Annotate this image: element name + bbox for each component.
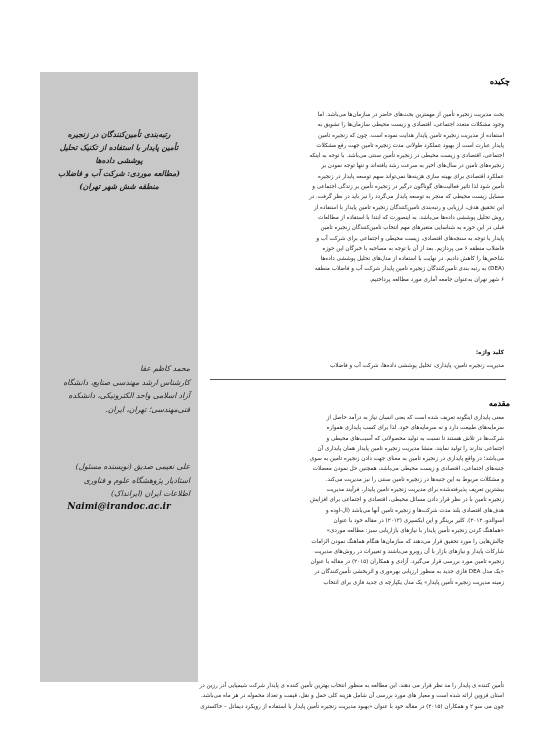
abstract-line: اجتماعی، اقتصادی و زیست محیطی در زنجیره تأمین سنتی می‌باشد. با توجه به اینکه [309, 153, 504, 160]
author-affiliation: آزاد اسلامی واحد الکترونیکی، دانشکده [68, 391, 190, 400]
intro-line: اجتماعی ندارند را تولید نمایند. منشا مدیریت زنجیره تامین پایدار همان پایداری آن [317, 445, 504, 452]
abstract-line: این تحقیق هدف، ارزیابی و رتبه‌بندی تامین‌کنندگان زنجیره تامین پایدار با استفاده از [313, 204, 504, 211]
title-line: منطقه شش شهر تهران) [79, 182, 159, 191]
intro-line: چالش‌هایی را مورد تحقیق قرار می‌دهند که سازمان‌ها هنگام هماهنگ نمودن الزامات [311, 538, 504, 545]
abstract-line: عملکرد اقتصادی برای بهینه سازی هزینه‌ها نمی‌تواند سهم توسعه پایدار در زنجیره [317, 173, 504, 180]
keywords-text: مدیریت زنجیره تامین، پایداری، تحلیل پوششی داده‌ها، شرکت آب و فاضلاب [329, 363, 504, 369]
abstract-line: پایدار با توجه به سنجه‌های اقتصادی، زیست محیطی و اجتماعی برای شرکت آب و [316, 235, 504, 242]
author-affiliation: اطلاعات ایران (ایرانداک) [110, 489, 190, 498]
abstract-line: شاخص‌ها را کاهش دادیم. در نهایت با استفاده از مدل‌های تحلیل پوششی داده‌ها [320, 256, 504, 263]
abstract-line: قبلی در این حوزه به شناسایی متغیرهای مهم انتخاب تامین‌کنندگان زنجیره تامین [320, 225, 504, 232]
intro-line: زنجیره تامین با در نظر قرار دادن مسائل محیطی، اقتصادی و اجتماعی برای افزایش [310, 497, 504, 504]
intro-line: بیشترین تعریف پذیرفته‌شده برای مدیریت زنجیره تامین پایدار، فرآیند مدیریت [326, 487, 504, 494]
intro-line: زمینه مدیریت زنجیره تأمین پایدار» یک مدل یکپارچه ی جدید فازی برای انتخاب [323, 579, 504, 586]
abstract-line: زنجیره‌های تامین در سال‌های اخیر به سرعت رشد یافته‌اند و تنها توجه نمودن بر [321, 163, 504, 170]
abstract-heading: چکیده [489, 76, 510, 86]
title-line: پوششی داده‌ها [95, 156, 143, 165]
title-line: (مطالعه موردی: شرکت آب و فاضلاب [58, 169, 180, 178]
intro-line: و مشکلات مربوط به این جنبه‌ها در زنجیره تامین سنتی را نیز مدیریت می‌کند. [325, 476, 504, 483]
intro-heading: مقدمه [488, 398, 510, 408]
intro-wide-line: استان قزوین ارائه شده است و معیار های مورد بررسی آن شامل هزینه کلی حمل و نقل، قیمت و تعداد محموله در هر ماه می‌باشد. [200, 693, 504, 700]
abstract-line: بحث مدیریت زنجیره تأمین از مهمترین بحث‌های حاضر در سازمان‌ها می‌باشد. اما [317, 112, 504, 118]
author-affiliation: فنی‌مهندسی؛ تهران، ایران. [105, 404, 190, 414]
keywords-label: کلید واژه: [475, 350, 504, 356]
abstract-line: تأمین شود لذا تاثیر فعالیت‌های گوناگون درگیر در زنجیره تأمین بر زندگی اجتماعی و [312, 184, 504, 191]
intro-line: جنبه‌های اجتماعی، اقتصادی و زیست محیطی می‌باشد، همچنین حل نمودن معضلات [312, 466, 504, 473]
abstract-line: روش تحلیل پوششی داده‌ها می‌باشد. به اینصورت که ابتدا با استفاده از مطالعات [318, 214, 504, 221]
intro-line: معنی پایداری اینگونه تعریف شده است که یعنی انسان نیاز به درآمد حاصل از [326, 415, 504, 421]
author-second [48, 460, 190, 501]
intro-line: اسوالدو، ۲۰۱۲). کلیر برینگر و این ایکسیری (۲۰۱۳) در مقاله خود با عنوان [333, 517, 504, 524]
author-name: علی نعیمی صدیق (نویسنده مسئول) [75, 462, 190, 471]
intro-wide-line: چون می سو ۲ و همکاران (۲۰۱۵) در مقاله خود با عنوان «بهبود مدیریت زنجیره تأمین پایدار با استفاده از رویکرد دیماتل – خاکستری [200, 703, 504, 710]
abstract-text [210, 110, 504, 285]
abstract-line: استفاده از مدیریت زنجیره تامین پایدار هدایت نموده است. چون که زنجیره تامین [318, 132, 504, 139]
abstract-line: (DEA) به رتبه بندی تامین‌کنندگان زنجیره تامین پایدار شرکت آب و فاضلاب منطقه [314, 266, 504, 273]
intro-line: هدف‌های اقتصادی بلند مدت شرکت‌ها و زنجیره تامین آنها می‌باشد (ال-اوده و [325, 507, 504, 514]
intro-wide-line: تأمین کننده ی پایدار را مد نظر قرار می دهند. این مطالعه به منظور انتخاب بهترین تأمین کننده ی پایدار شرکت شیمیایی آدر رزین در [199, 683, 504, 689]
author-affiliation: استادیار پژوهشگاه علوم و فناوری [83, 475, 190, 485]
author-sidebar [40, 72, 198, 682]
abstract-line: مسایل زیست محیطی که منجر به توسعه پایدار می‌گردد را نیز باید در نظر گرفت. در [309, 194, 504, 201]
author-affiliation: کارشناس ارشد مهندسی صنایع، دانشگاه [63, 377, 190, 387]
author-name: محمد کاظم عقا [140, 364, 190, 373]
abstract-line: فاضلاب منطقه ۶ می پردازیم. بعد از آن با توجه به مصاحبه با خبرگان این حوزه [322, 245, 504, 252]
intro-text [210, 413, 504, 588]
author-email[interactable]: Naimi@irandoc.ac.ir [67, 502, 171, 512]
intro-line: «یک مدل DEA فازی جدید به منظور ارزیابی بهره‌وری و اثربخشی تأمین‌کنندگان در [314, 569, 504, 576]
title-line: تأمین پایدار با استفاده از تکنیک تحلیل [59, 143, 179, 152]
section-divider [210, 379, 506, 380]
title-line: رتبه‌بندی تأمین‌کنندگان در زنجیره [67, 130, 171, 139]
intro-line: شرکت‌ها در تلاش هستند تا نسبت به تولید محصولاتی که آسیب‌های محیطی و [326, 435, 504, 442]
author-first [48, 362, 190, 416]
intro-line: سرمایه‌های طبیعت دارد و نه سرمایه‌های خود. لذا برای کسب پایداری همواره [326, 425, 504, 432]
abstract-line: ۶ شهر تهران به‌عنوان جامعه آماری مورد مطالعه پرداختیم. [369, 276, 504, 283]
intro-line: شارکات پایدار و نیازهای بازار با آن روبرو می‌باشند و تغییرات در روش‌های مدیریت [314, 548, 504, 555]
paper-title [48, 128, 190, 193]
intro-line: می‌باشد؛ در واقع پایداری در زنجیره تامین به معنای جهت دادن زنجیره تامین به سوی [309, 456, 504, 463]
intro-line: زنجیره تامین مورد بررسی قرار می‌گیرد. آزادی و همکاران (۲۰۱۵) در مقاله با عنوان [310, 559, 504, 566]
abstract-line: وجود مشکلات متعدد اجتماعی، اقتصادی و زیست محیطی سازمان‌ها را تشویق به [317, 122, 504, 129]
intro-line: «هماهنگ کردن زنجیره تأمین پایدار با نیازهای بازاریابی سبز: مطالعه موردی» [326, 528, 504, 535]
abstract-line: پایدار عبارت است از بهبود عملکرد طولانی مدت زنجیره تامین جهت رفع مشکلات [316, 142, 504, 149]
intro-text-full-width [40, 681, 504, 712]
